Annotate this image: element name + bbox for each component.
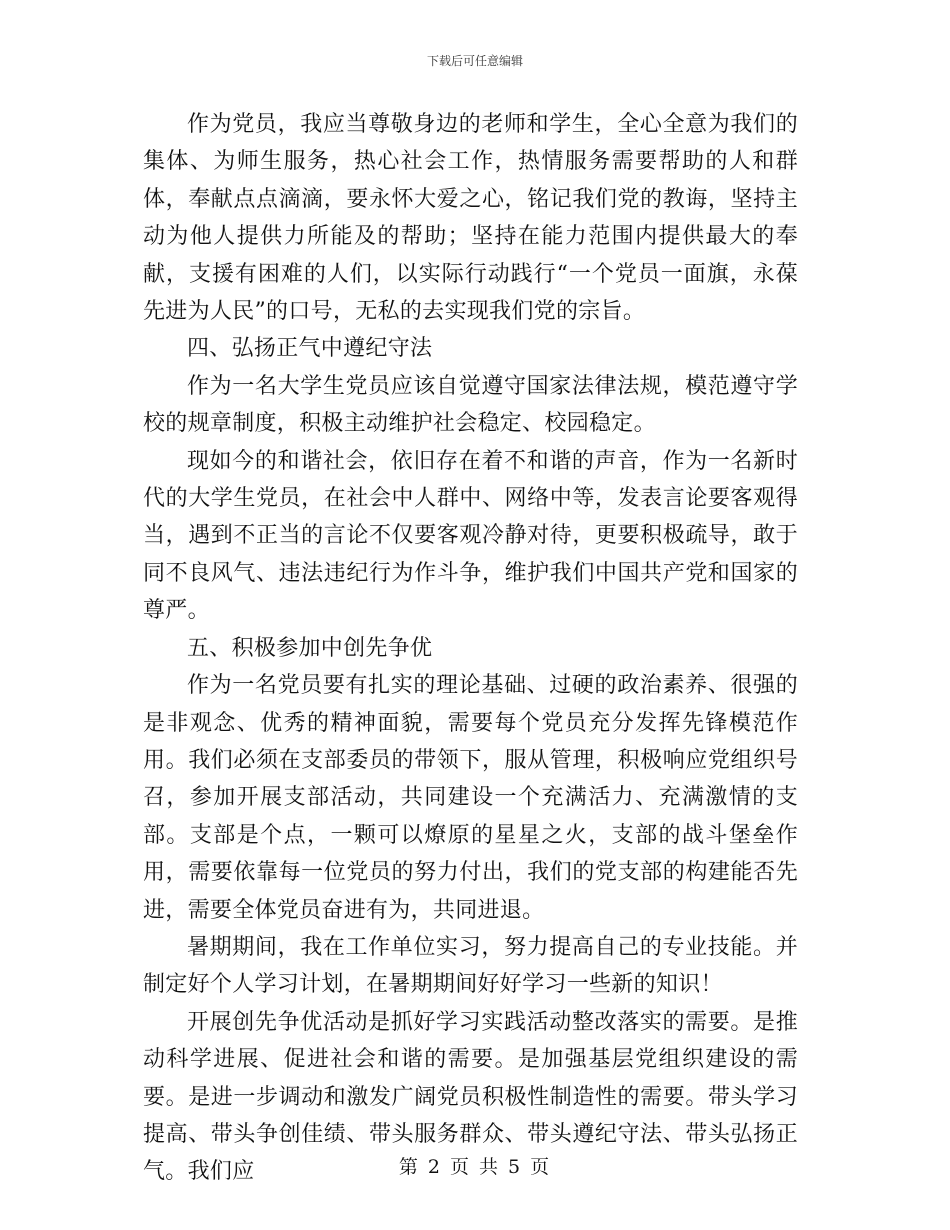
paragraph-law: 作为一名大学生党员应该自觉遵守国家法律法规，模范遵守学校的规章制度，积极主动维护社会稳定、校园稳定。 — [143, 373, 798, 437]
section-heading-4: 四、弘扬正气中遵纪守法 — [187, 336, 433, 362]
page-number: 第 2 页 共 5 页 — [398, 1156, 552, 1178]
paragraph-activity: 开展创先争优活动是抓好学习实践活动整改落实的需要。是推动科学进展、促进社会和谐的需要。是加强基层党组织建设的需要。是进一步调动和激发广阔党员积极性制造性的需要。带头学习提高、带头争创佳绩、带头服务群众、带头遵纪守法、带头弘扬正气。我们应 — [143, 1009, 798, 1185]
header-note: 下载后可任意编辑 — [426, 54, 523, 68]
document-body — [143, 106, 798, 1191]
section-heading-5: 五、积极参加中创先争优 — [187, 635, 433, 661]
paragraph-branch: 作为一名党员要有扎实的理论基础、过硬的政治素养、很强的是非观念、优秀的精神面貌，需要每个党员充分发挥先锋模范作用。我们必须在支部委员的带领下，服从管理，积极响应党组织号召，参加开展支部活动，共同建设一个充满活力、充满激情的支部。支部是个点，一颗可以燎原的星星之火，支部的战斗堡垒作用，需要依靠每一位党员的努力付出，我们的党支部的构建能否先进，需要全体党员奋进有为，共同进退。 — [143, 673, 798, 923]
paragraph-harmony: 现如今的和谐社会，依旧存在着不和谐的声音，作为一名新时代的大学生党员，在社会中人群中、网络中等，发表言论要客观得当，遇到不正当的言论不仅要客观冷静对待，更要积极疏导，敢于同不良风气、违法违纪行为作斗争，维护我们中国共产党和国家的尊严。 — [143, 448, 798, 624]
paragraph-service: 作为党员，我应当尊敬身边的老师和学生，全心全意为我们的集体、为师生服务，热心社会工作，热情服务需要帮助的人和群体，奉献点点滴滴，要永怀大爱之心，铭记我们党的教诲，坚持主动为他人提供力所能及的帮助；坚持在能力范围内提供最大的奉献，支援有困难的人们，以实际行动践行“一个党员一面旗，永葆先进为人民”的口号，无私的去实现我们党的宗旨。 — [143, 112, 798, 325]
paragraph-summer: 暑期期间，我在工作单位实习，努力提高自己的专业技能。并制定好个人学习计划，在暑期期间好好学习一些新的知识！ — [143, 934, 798, 998]
